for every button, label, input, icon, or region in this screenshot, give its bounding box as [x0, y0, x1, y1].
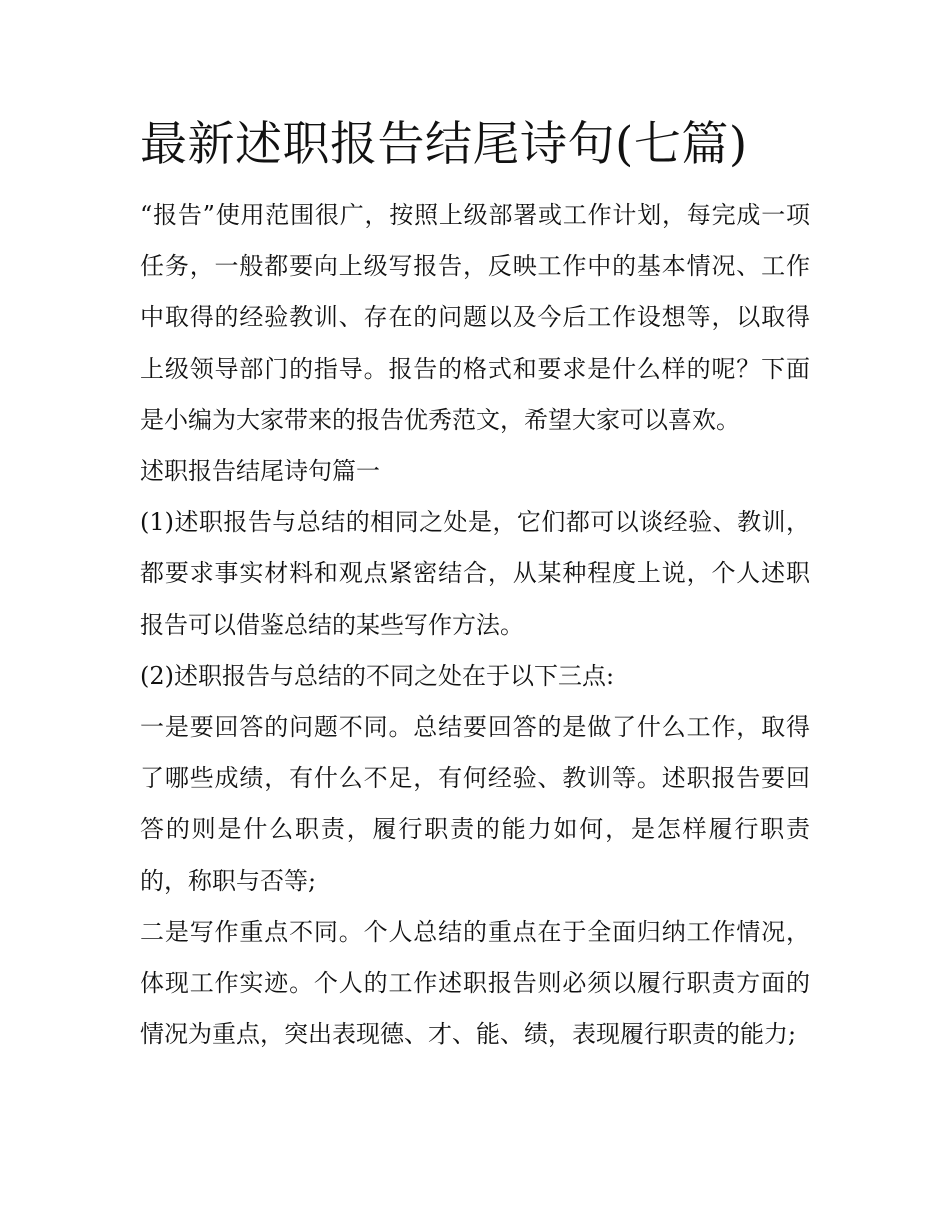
paragraph-difference-2: 二是写作重点不同。个人总结的重点在于全面归纳工作情况，体现工作实迹。个人的工作述职报告则必须以履行职责方面的情况为重点，突出表现德、才、能、绩，表现履行职责的能力; — [140, 917, 810, 1049]
intro-paragraph: “报告”使用范围很广，按照上级部署或工作计划，每完成一项任务，一般都要向上级写报告，反映工作中的基本情况、工作中取得的经验教训、存在的问题以及今后工作设想等，以取得上级领导部门的指导。报告的格式和要求是什么样的呢？下面是小编为大家带来的报告优秀范文，希望大家可以喜欢。 — [140, 201, 810, 434]
paragraph-point-1: (1)述职报告与总结的相同之处是，它们都可以谈经验、教训，都要求事实材料和观点紧密结合，从某种程度上说，个人述职报告可以借鉴总结的某些写作方法。 — [140, 508, 810, 639]
paragraph-difference-1: 一是要回答的问题不同。总结要回答的是做了什么工作，取得了哪些成绩，有什么不足，有何经验、教训等。述职报告要回答的则是什么职责，履行职责的能力如何，是怎样履行职责的，称职与否等; — [140, 713, 810, 895]
section-heading: 述职报告结尾诗句篇一 — [140, 457, 380, 486]
paragraph-point-2: (2)述职报告与总结的不同之处在于以下三点: — [140, 661, 615, 690]
document-title: 最新述职报告结尾诗句(七篇) — [140, 117, 748, 172]
